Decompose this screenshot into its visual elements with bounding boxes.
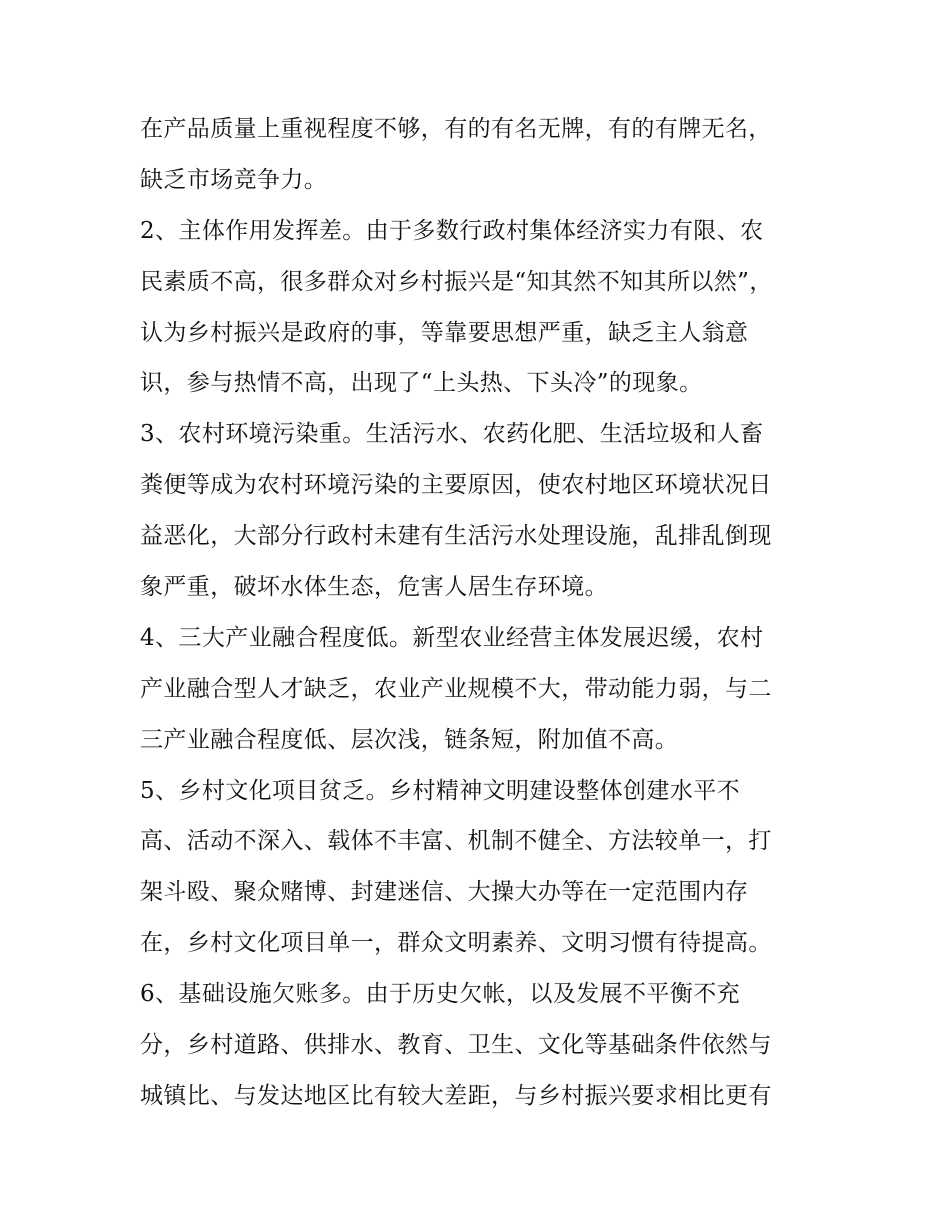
text-line: 6、基础设施欠账多。由于历史欠帐，以及发展不平衡不充 [140, 981, 741, 1008]
text-line: 架斗殴、聚众赌博、封建迷信、大操大办等在一定范围内存 [140, 879, 749, 906]
text-line: 2、主体作用发挥差。由于多数行政村集体经济实力有限、农 [140, 217, 764, 244]
body-text [140, 104, 830, 1122]
text-line: 5、乡村文化项目贫乏。乡村精神文明建设整体创建水平不 [140, 777, 741, 804]
text-line: 粪便等成为农村环境污染的主要原因，使农村地区环境状况日 [140, 472, 772, 499]
text-line: 在产品质量上重视程度不够，有的有名无牌，有的有牌无名， [140, 116, 772, 142]
text-line: 民素质不高，很多群众对乡村振兴是“知其然不知其所以然”， [140, 268, 773, 295]
text-line: 分，乡村道路、供排水、教育、卫生、文化等基础条件依然与 [140, 1032, 772, 1059]
text-line: 三产业融合程度低、层次浅，链条短，附加值不高。 [140, 726, 679, 753]
text-line: 识，参与热情不高，出现了“上头热、下头冷”的现象。 [140, 370, 703, 397]
text-line: 高、活动不深入、载体不丰富、机制不健全、方法较单一，打 [140, 828, 772, 855]
text-line: 象严重，破坏水体生态，危害人居生存环境。 [140, 574, 608, 601]
text-line: 认为乡村振兴是政府的事，等靠要思想严重，缺乏主人翁意 [140, 319, 749, 346]
text-line: 缺乏市场竞争力。 [140, 166, 328, 193]
text-line: 3、农村环境污染重。生活污水、农药化肥、生活垃圾和人畜 [140, 421, 764, 448]
text-line: 4、三大产业融合程度低。新型农业经营主体发展迟缓，农村 [140, 624, 764, 651]
text-line: 益恶化，大部分行政村未建有生活污水处理设施，乱排乱倒现 [140, 523, 772, 550]
text-line: 在，乡村文化项目单一，群众文明素养、文明习惯有待提高。 [140, 930, 772, 957]
text-line: 产业融合型人才缺乏，农业产业规模不大，带动能力弱，与二 [140, 675, 772, 702]
text-line: 城镇比、与发达地区比有较大差距，与乡村振兴要求相比更有 [140, 1082, 772, 1109]
